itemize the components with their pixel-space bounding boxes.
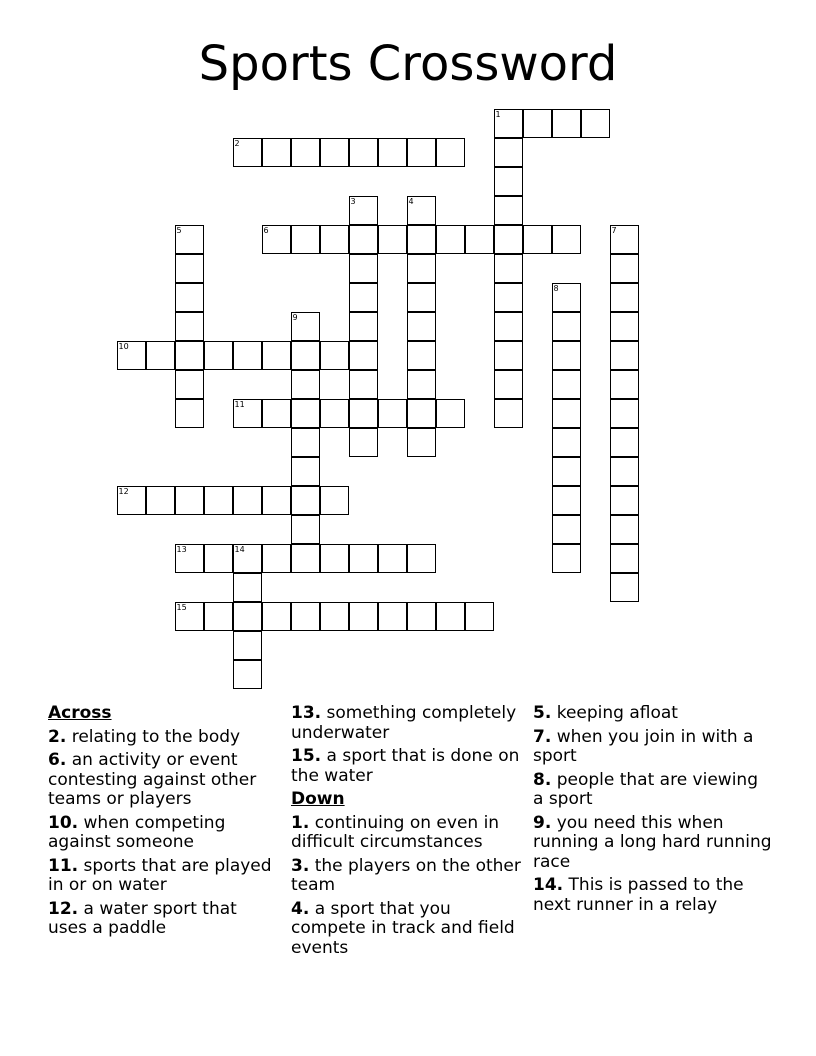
grid-cell[interactable]: [175, 283, 204, 312]
clue-number-label: 8.: [533, 769, 552, 790]
grid-cell[interactable]: [320, 602, 349, 631]
across-clue: [48, 814, 278, 853]
grid-cell[interactable]: [407, 312, 436, 341]
clue-number: 15: [176, 603, 187, 612]
across-clue: [48, 900, 278, 939]
grid-cell[interactable]: [291, 486, 320, 515]
grid-cell[interactable]: [291, 515, 320, 544]
grid-cell[interactable]: [378, 225, 407, 254]
grid-cell[interactable]: [291, 544, 320, 573]
grid-cell[interactable]: [204, 544, 233, 573]
clue-text: the players on the other team: [291, 855, 521, 895]
grid-cell[interactable]: [349, 196, 378, 225]
grid-cell[interactable]: [233, 138, 262, 167]
grid-cell[interactable]: [175, 544, 204, 573]
page-title: Sports Crossword: [198, 36, 618, 92]
grid-cell[interactable]: [378, 602, 407, 631]
clue-number-label: 7.: [533, 726, 552, 747]
grid-cell[interactable]: [291, 457, 320, 486]
grid-cell[interactable]: [407, 225, 436, 254]
down-clue: [533, 771, 773, 810]
clue-text: something completely underwater: [291, 703, 517, 743]
clue-text: sports that are played in or on water: [48, 855, 272, 895]
grid-cell[interactable]: [552, 225, 581, 254]
clues-column-2: [291, 704, 523, 962]
grid-cell[interactable]: [349, 312, 378, 341]
grid-cell[interactable]: [610, 341, 639, 370]
grid-cell[interactable]: [407, 283, 436, 312]
grid-cell[interactable]: [552, 399, 581, 428]
clue-text: keeping afloat: [551, 703, 678, 723]
grid-cell[interactable]: [552, 544, 581, 573]
clue-text: a water sport that uses a paddle: [48, 898, 237, 938]
grid-cell[interactable]: [610, 428, 639, 457]
clue-number-label: 11.: [48, 855, 79, 876]
grid-cell[interactable]: [349, 370, 378, 399]
grid-cell[interactable]: [349, 138, 378, 167]
across-clue: [291, 747, 523, 786]
grid-cell[interactable]: [349, 602, 378, 631]
clue-text: This is passed to the next runner in a relay: [533, 875, 744, 915]
grid-cell[interactable]: [465, 225, 494, 254]
grid-cell[interactable]: [407, 138, 436, 167]
down-clue: [291, 857, 523, 896]
grid-cell[interactable]: [175, 341, 204, 370]
grid-cell[interactable]: [175, 370, 204, 399]
grid-cell[interactable]: [291, 370, 320, 399]
grid-cell[interactable]: [291, 602, 320, 631]
grid-cell[interactable]: [494, 225, 523, 254]
grid-cell[interactable]: [552, 428, 581, 457]
clue-number: 7: [611, 226, 617, 235]
down-heading: Down: [291, 789, 345, 809]
clues-column-1: [48, 704, 278, 943]
across-clue: [291, 704, 523, 743]
grid-cell[interactable]: [494, 167, 523, 196]
grid-cell[interactable]: [552, 486, 581, 515]
grid-cell[interactable]: [175, 312, 204, 341]
clue-number: 11: [234, 400, 245, 409]
grid-cell[interactable]: [610, 370, 639, 399]
clue-text: you need this when running a long hard running race: [533, 812, 772, 872]
grid-cell[interactable]: [610, 254, 639, 283]
grid-cell[interactable]: [320, 341, 349, 370]
down-clue: [533, 876, 773, 915]
grid-cell[interactable]: [233, 341, 262, 370]
grid-cell[interactable]: [407, 602, 436, 631]
clue-number-label: 10.: [48, 812, 79, 833]
across-clue: [48, 857, 278, 896]
grid-cell[interactable]: [320, 544, 349, 573]
grid-cell[interactable]: [378, 138, 407, 167]
grid-cell[interactable]: [349, 399, 378, 428]
grid-cell[interactable]: [233, 631, 262, 660]
grid-cell[interactable]: [233, 660, 262, 689]
grid-cell[interactable]: [552, 283, 581, 312]
grid-cell[interactable]: [175, 486, 204, 515]
grid-cell[interactable]: [610, 544, 639, 573]
grid-cell[interactable]: [175, 399, 204, 428]
grid-cell[interactable]: [233, 573, 262, 602]
clue-number-label: 6.: [48, 750, 67, 770]
grid-cell[interactable]: [407, 428, 436, 457]
grid-cell[interactable]: [146, 486, 175, 515]
grid-cell[interactable]: [407, 370, 436, 399]
clue-text: continuing on even in difficult circumstances: [291, 812, 500, 852]
grid-cell[interactable]: [436, 138, 465, 167]
grid-cell[interactable]: [349, 254, 378, 283]
clue-number: 12: [118, 487, 129, 496]
grid-cell[interactable]: [262, 225, 291, 254]
clue-number: 13: [176, 545, 187, 554]
grid-cell[interactable]: [117, 486, 146, 515]
grid-cell[interactable]: [204, 486, 233, 515]
clue-number: 5: [176, 226, 182, 235]
grid-cell[interactable]: [494, 370, 523, 399]
grid-cell[interactable]: [610, 225, 639, 254]
clue-text: when you join in with a sport: [533, 726, 754, 766]
grid-cell[interactable]: [407, 254, 436, 283]
clue-number-label: 4.: [291, 898, 310, 919]
clue-number: 2: [234, 139, 240, 148]
grid-cell[interactable]: [523, 109, 552, 138]
clue-number-label: 2.: [48, 726, 67, 747]
grid-cell[interactable]: [436, 399, 465, 428]
clue-number-label: 3.: [291, 855, 310, 876]
clue-number-label: 5.: [533, 703, 552, 723]
grid-cell[interactable]: [320, 399, 349, 428]
grid-cell[interactable]: [552, 312, 581, 341]
clue-text: relating to the body: [66, 726, 241, 747]
clue-text: a sport that you compete in track and field events: [291, 898, 515, 958]
grid-cell[interactable]: [552, 109, 581, 138]
grid-cell[interactable]: [233, 399, 262, 428]
grid-cell[interactable]: [204, 602, 233, 631]
grid-cell[interactable]: [436, 602, 465, 631]
clue-text: when competing against someone: [48, 812, 226, 852]
clue-number-label: 9.: [533, 812, 552, 833]
clue-number: 8: [553, 284, 559, 293]
grid-cell[interactable]: [291, 428, 320, 457]
grid-cell[interactable]: [291, 138, 320, 167]
clue-number: 9: [292, 313, 298, 322]
grid-cell[interactable]: [494, 283, 523, 312]
clue-text: a sport that is done on the water: [291, 746, 520, 786]
grid-cell[interactable]: [610, 515, 639, 544]
grid-cell[interactable]: [552, 341, 581, 370]
grid-cell[interactable]: [262, 544, 291, 573]
grid-cell[interactable]: [610, 312, 639, 341]
down-clue: [533, 704, 773, 724]
grid-cell[interactable]: [204, 341, 233, 370]
across-heading: Across: [48, 703, 112, 723]
grid-cell[interactable]: [610, 486, 639, 515]
down-clue: [533, 814, 773, 873]
grid-cell[interactable]: [262, 486, 291, 515]
clue-number-label: 15.: [291, 746, 322, 766]
grid-cell[interactable]: [349, 341, 378, 370]
grid-cell[interactable]: [494, 196, 523, 225]
grid-cell[interactable]: [175, 254, 204, 283]
grid-cell[interactable]: [494, 399, 523, 428]
grid-cell[interactable]: [320, 225, 349, 254]
grid-cell[interactable]: [552, 515, 581, 544]
clue-text: an activity or event contesting against other teams or players: [48, 750, 257, 809]
clue-number-label: 13.: [291, 703, 322, 723]
clue-number: 3: [350, 197, 356, 206]
clue-number: 1: [495, 110, 501, 119]
clue-number-label: 12.: [48, 898, 79, 919]
across-clue: [48, 728, 278, 748]
grid-cell[interactable]: [117, 341, 146, 370]
grid-cell[interactable]: [552, 370, 581, 399]
grid-cell[interactable]: [407, 341, 436, 370]
clue-number: 6: [263, 226, 269, 235]
grid-cell[interactable]: [320, 138, 349, 167]
grid-cell[interactable]: [262, 602, 291, 631]
clue-number-label: 1.: [291, 812, 310, 833]
grid-cell[interactable]: [436, 225, 465, 254]
grid-cell[interactable]: [349, 428, 378, 457]
grid-cell[interactable]: [465, 602, 494, 631]
grid-cell[interactable]: [494, 109, 523, 138]
clue-number: 14: [234, 545, 245, 554]
grid-cell[interactable]: [523, 225, 552, 254]
down-clue: [291, 900, 523, 959]
grid-cell[interactable]: [262, 399, 291, 428]
grid-cell[interactable]: [407, 544, 436, 573]
clue-number: 10: [118, 342, 129, 351]
clues-column-3: [533, 704, 773, 919]
grid-cell[interactable]: [233, 544, 262, 573]
clue-number: 4: [408, 197, 414, 206]
grid-cell[interactable]: [233, 602, 262, 631]
grid-cell[interactable]: [378, 399, 407, 428]
grid-cell[interactable]: [494, 312, 523, 341]
grid-cell[interactable]: [552, 457, 581, 486]
grid-cell[interactable]: [349, 544, 378, 573]
grid-cell[interactable]: [494, 254, 523, 283]
clue-text: people that are viewing a sport: [533, 769, 758, 809]
down-clue: [533, 728, 773, 767]
grid-cell[interactable]: [610, 457, 639, 486]
grid-cell[interactable]: [610, 283, 639, 312]
grid-cell[interactable]: [349, 225, 378, 254]
grid-cell[interactable]: [610, 399, 639, 428]
grid-cell[interactable]: [407, 399, 436, 428]
grid-cell[interactable]: [378, 544, 407, 573]
grid-cell[interactable]: [291, 225, 320, 254]
across-clue: [48, 751, 278, 810]
grid-cell[interactable]: [146, 341, 175, 370]
grid-cell[interactable]: [291, 312, 320, 341]
grid-cell[interactable]: [175, 225, 204, 254]
grid-cell[interactable]: [291, 341, 320, 370]
grid-cell[interactable]: [291, 399, 320, 428]
grid-cell[interactable]: [494, 138, 523, 167]
grid-cell[interactable]: [407, 196, 436, 225]
grid-cell[interactable]: [610, 573, 639, 602]
grid-cell[interactable]: [320, 486, 349, 515]
down-clue: [291, 814, 523, 853]
grid-cell[interactable]: [262, 341, 291, 370]
clue-number-label: 14.: [533, 875, 564, 895]
grid-cell[interactable]: [494, 341, 523, 370]
grid-cell[interactable]: [349, 283, 378, 312]
grid-cell[interactable]: [233, 486, 262, 515]
grid-cell[interactable]: [581, 109, 610, 138]
grid-cell[interactable]: [262, 138, 291, 167]
grid-cell[interactable]: [175, 602, 204, 631]
